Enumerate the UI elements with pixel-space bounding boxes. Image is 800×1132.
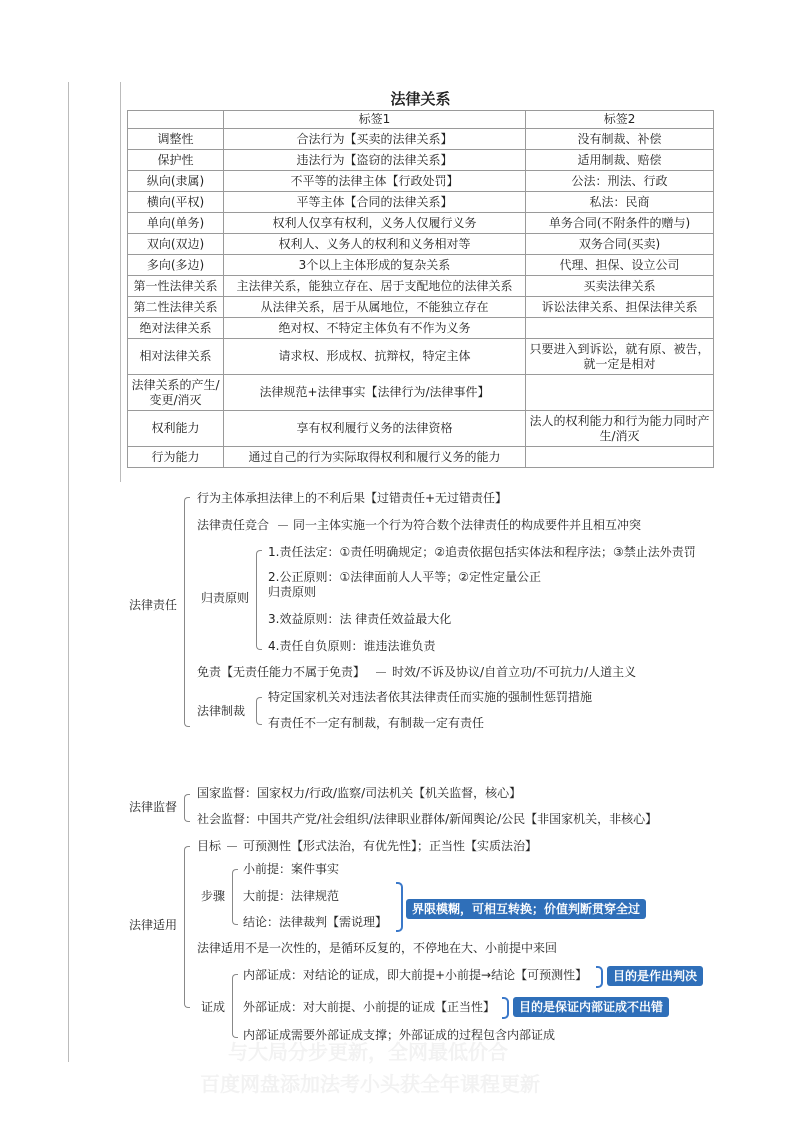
table-cell: 权利人仅享有权利，义务人仅履行义务 <box>224 213 526 234</box>
application-root: 法律适用 <box>129 918 178 932</box>
exempt-text: 时效/不诉及协议/自首立功/不可抗力/人道主义 <box>392 665 637 679</box>
table-cell: 绝对权、不特定主体负有不作为义务 <box>224 318 526 339</box>
internal-note-badge: 目的是作出判决 <box>607 966 703 986</box>
table-row <box>128 150 714 171</box>
table-cell: 适用制裁、赔偿 <box>526 150 714 171</box>
table-row <box>128 276 714 297</box>
row-label-cell: 权利能力 <box>128 411 224 447</box>
principle-1: 1.责任法定：①责任明确规定；②追责依据包括实体法和程序法；③禁止法外责罚 <box>268 545 696 559</box>
principles-brace <box>256 550 262 650</box>
external-justify: 外部证成：对大前提、小前提的证成【正当性】 <box>243 1000 496 1014</box>
table-row <box>128 411 714 447</box>
table-row <box>128 339 714 375</box>
row-label-cell: 多向(多边) <box>128 255 224 276</box>
table-cell: 违法行为【盗窃的法律关系】 <box>224 150 526 171</box>
sanction-brace <box>256 697 262 725</box>
row-label-cell: 法律关系的产生/变更/消灭 <box>128 375 224 411</box>
table-row <box>128 129 714 150</box>
table-row <box>128 297 714 318</box>
supervision-root: 法律监督 <box>129 800 178 814</box>
principle-2: 2.公正原则：①法律面前人人平等；②定性定量公正 <box>268 570 541 584</box>
table-cell: 平等主体【合同的法律关系】 <box>224 192 526 213</box>
table-cell: 双务合同(买卖) <box>526 234 714 255</box>
goal-label: 目标 <box>197 839 222 853</box>
step-major-premise: 大前提：法律规范 <box>243 889 340 903</box>
principle-3: 3.效益原则：法 律责任效益最大化 <box>268 612 452 626</box>
table-cell: 公法：刑法、行政 <box>526 171 714 192</box>
connector <box>376 672 386 673</box>
row-label-cell: 第二性法律关系 <box>128 297 224 318</box>
header-cell <box>128 111 224 129</box>
application-brace <box>184 846 190 1008</box>
internal-note-brace <box>596 966 603 988</box>
table-cell: 买卖法律关系 <box>526 276 714 297</box>
steps-note-badge: 界限模糊，可相互转换；价值判断贯穿全过 <box>406 899 646 919</box>
table-cell: 合法行为【买卖的法律关系】 <box>224 129 526 150</box>
table-row <box>128 375 714 411</box>
table-row <box>128 213 714 234</box>
justify-label: 证成 <box>201 1000 226 1014</box>
table-row <box>128 447 714 468</box>
table-row <box>128 171 714 192</box>
sanction-2: 有责任不一定有制裁，有制裁一定有责任 <box>268 716 485 730</box>
table-row <box>128 318 714 339</box>
table-cell: 没有制裁、补偿 <box>526 129 714 150</box>
table-row <box>128 255 714 276</box>
header-cell: 标签1 <box>224 111 526 129</box>
table-cell <box>526 447 714 468</box>
steps-brace <box>232 869 238 925</box>
sanction-1: 特定国家机关对违法者依其法律责任而实施的强制性惩罚措施 <box>268 690 593 704</box>
left-margin-line <box>68 82 69 1062</box>
justify-brace <box>232 974 238 1038</box>
table-left-rule <box>120 82 121 482</box>
table-cell: 单务合同(不附条件的赠与) <box>526 213 714 234</box>
table-cell: 3个以上主体形成的复杂关系 <box>224 255 526 276</box>
table-cell <box>526 318 714 339</box>
justify-relation: 内部证成需要外部证成支撑；外部证成的过程包含内部证成 <box>243 1028 556 1042</box>
row-label-cell: 双向(双边) <box>128 234 224 255</box>
concurrence-label: 法律责任竞合 <box>197 518 270 532</box>
table-cell: 法人的权利能力和行为能力同时产生/消灭 <box>526 411 714 447</box>
table-cell: 诉讼法律关系、担保法律关系 <box>526 297 714 318</box>
exempt-label: 免责【无责任能力不属于免责】 <box>197 665 366 679</box>
table-cell: 主法律关系，能独立存在、居于支配地位的法律关系 <box>224 276 526 297</box>
connector <box>227 846 237 847</box>
social-supervision: 社会监督：中国共产党/社会组织/法律职业群体/新闻舆论/公民【非国家机关，非核心】 <box>197 812 658 826</box>
table-cell: 私法：民商 <box>526 192 714 213</box>
table-title: 法律关系 <box>128 88 714 111</box>
liability-def: 行为主体承担法律上的不利后果【过错责任+无过错责任】 <box>197 491 508 505</box>
row-label-cell: 纵向(隶属) <box>128 171 224 192</box>
row-label-cell: 横向(平权) <box>128 192 224 213</box>
table-cell: 请求权、形成权、抗辩权，特定主体 <box>224 339 526 375</box>
sanction-label: 法律制裁 <box>197 704 246 718</box>
principle-2-sub: 归责原则 <box>268 585 317 599</box>
table-cell: 通过自己的行为实际取得权利和履行义务的能力 <box>224 447 526 468</box>
table-cell: 不平等的法律主体【行政处罚】 <box>224 171 526 192</box>
table-cell: 从法律关系，居于从属地位，不能独立存在 <box>224 297 526 318</box>
table-cell: 法律规范+法律事实【法律行为/法律事件】 <box>224 375 526 411</box>
internal-justify: 内部证成：对结论的证成，即大前提+小前提→结论【可预测性】 <box>243 968 588 982</box>
external-note-badge: 目的是保证内部证成不出错 <box>513 997 669 1017</box>
row-label-cell: 绝对法律关系 <box>128 318 224 339</box>
liability-root: 法律责任 <box>129 598 178 612</box>
table-cell: 代理、担保、设立公司 <box>526 255 714 276</box>
row-label-cell: 保护性 <box>128 150 224 171</box>
table-cell: 权利人、义务人的权利和义务相对等 <box>224 234 526 255</box>
concurrence-text: 同一主体实施一个行为符合数个法律责任的构成要件并且相互冲突 <box>293 518 642 532</box>
principles-label: 归责原则 <box>201 591 250 605</box>
steps-note-brace <box>396 882 403 932</box>
table-cell: 只要进入到诉讼，就有原、被告，就一定是相对 <box>526 339 714 375</box>
table-cell <box>526 375 714 411</box>
legal-relation-table <box>127 88 714 468</box>
row-label-cell: 行为能力 <box>128 447 224 468</box>
step-small-premise: 小前提：案件事实 <box>243 862 340 876</box>
table-row <box>128 192 714 213</box>
cycle-text: 法律适用不是一次性的，是循环反复的，不停地在大、小前提中来回 <box>197 941 558 955</box>
header-cell: 标签2 <box>526 111 714 129</box>
connector <box>278 525 288 526</box>
row-label-cell: 第一性法律关系 <box>128 276 224 297</box>
state-supervision: 国家监督：国家权力/行政/监察/司法机关【机关监督，核心】 <box>197 786 522 800</box>
steps-label: 步骤 <box>201 889 226 903</box>
row-label-cell: 单向(单务) <box>128 213 224 234</box>
watermark-line-2: 百度网盘添加法考小头获全年课程更新 <box>200 1072 540 1096</box>
table-row <box>128 234 714 255</box>
watermark-line-1: 与大局分步更新，全网最低价合 <box>228 1040 508 1064</box>
row-label-cell: 调整性 <box>128 129 224 150</box>
row-label-cell: 相对法律关系 <box>128 339 224 375</box>
supervision-brace <box>184 794 190 822</box>
table-cell: 享有权利履行义务的法律资格 <box>224 411 526 447</box>
goal-text: 可预测性【形式法治，有优先性】；正当性【实质法治】 <box>243 839 538 853</box>
step-conclusion: 结论：法律裁判【需说理】 <box>243 915 388 929</box>
liability-brace <box>184 497 190 727</box>
principle-4: 4.责任自负原则：谁违法谁负责 <box>268 639 436 653</box>
external-note-brace <box>502 997 509 1019</box>
